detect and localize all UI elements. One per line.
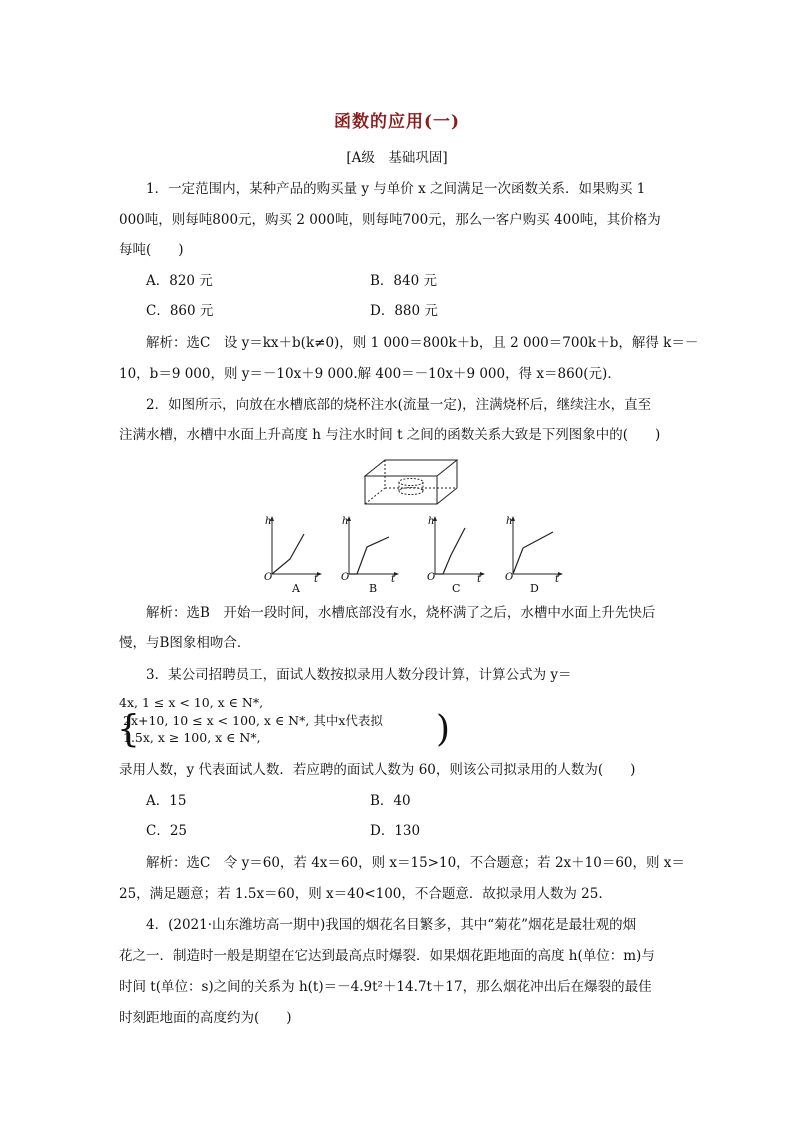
q3-option-b: B．40: [370, 793, 411, 809]
graph-d-label: D: [530, 582, 539, 595]
piecewise-brace-right: ): [436, 709, 451, 750]
graph-b: [339, 512, 399, 582]
q2-solution-2: 慢，与B图象相吻合．: [119, 635, 251, 651]
q1-line-3: 每吨( ): [119, 242, 184, 258]
graph-d-t-label: t: [555, 574, 560, 582]
q1-option-c: C．860 元: [146, 303, 214, 319]
q1-line-2: 000吨，则每吨800元，购买 2 000吨，则每吨700元，那么一客户购买 400吨，其价格为: [119, 212, 661, 228]
graph-d-h-label: h: [506, 516, 513, 527]
graph-b-origin-label: O: [341, 572, 350, 582]
graph-c-t-label: t: [477, 574, 482, 582]
graph-d: [503, 512, 563, 582]
q3-solution-1: 解析：选C 令 y＝60，若 4x＝60，则 x＝15>10，不合题意；若 2x＋10＝60，则 x＝: [146, 855, 685, 871]
piecewise-brace: {: [117, 707, 140, 751]
q3-option-c: C．25: [146, 823, 188, 839]
graph-a-origin-label: O: [264, 572, 273, 582]
q3-line-1: 3．某公司招聘员工，面试人数按拟录用人数分段计算，计算公式为 y＝: [146, 667, 572, 683]
q1-solution-2: 10，b＝9 000，则 y＝－10x＋9 000.解 400＝－10x＋9 000，得 x＝860(元)．: [119, 366, 621, 382]
graph-c-origin-label: O: [427, 572, 436, 582]
q2-line-1: 2．如图所示，向放在水槽底部的烧杯注水(流量一定)，注满烧杯后，继续注水，直至: [146, 397, 652, 413]
q3-piece-3: 1.5x, x ≥ 100, x ∈ N*,: [123, 730, 261, 745]
q1-option-d: D．880 元: [370, 303, 438, 319]
water-tank-figure: [360, 458, 460, 508]
graph-a-label: A: [292, 582, 300, 595]
q2-line-2: 注满水槽，水槽中水面上升高度 h 与注水时间 t 之间的函数关系大致是下列图象中的( ): [119, 427, 661, 443]
q3-piece-2: 2x+10, 10 ≤ x < 100, x ∈ N*, 其中x代表拟: [123, 713, 383, 728]
graph-c-label: C: [452, 582, 461, 595]
q1-line-1: 1．一定范围内，某种产品的购买量 y 与单价 x 之间满足一次函数关系．如果购买 1: [146, 181, 646, 197]
q4-line-4: 时刻距地面的高度约为( ): [119, 1010, 292, 1026]
q3-piece-1: 4x, 1 ≤ x < 10, x ∈ N*,: [119, 695, 264, 710]
graph-c-h-label: h: [428, 516, 435, 527]
graph-d-origin-label: O: [505, 572, 514, 582]
q1-option-b: B．840 元: [370, 273, 437, 289]
q4-line-3: 时间 t(单位：s)之间的关系为 h(t)＝－4.9t²＋14.7t＋17，那么烟花冲出后在爆裂的最佳: [119, 979, 652, 995]
q1-option-a: A．820 元: [146, 273, 213, 289]
q3-option-a: A．15: [146, 793, 187, 809]
graph-a: [262, 512, 322, 582]
graph-b-h-label: h: [342, 516, 349, 527]
page-title: 函数的应用(一): [333, 112, 461, 132]
q4-line-2: 花之一．制造时一般是期望在它达到最高点时爆裂．如果烟花距地面的高度 h(单位：m)与: [119, 948, 655, 964]
q3-solution-2: 25，满足题意；若 1.5x＝60，则 x＝40<100，不合题意．故拟录用人数为 25.: [119, 886, 603, 902]
q4-line-1: 4．(2021·山东潍坊高一期中)我国的烟花名目繁多，其中“菊花”烟花是最壮观的烟: [146, 917, 637, 933]
q2-solution-1: 解析：选B 开始一段时间，水槽底部没有水，烧杯满了之后，水槽中水面上升先快后: [146, 605, 656, 621]
graph-b-label: B: [369, 582, 378, 595]
graph-b-t-label: t: [391, 574, 396, 582]
graph-c: [425, 512, 485, 582]
q3-line-after: 录用人数，y 代表面试人数．若应聘的面试人数为 60，则该公司拟录用的人数为( ): [119, 762, 636, 778]
graph-a-t-label: t: [314, 574, 319, 582]
q1-solution-1: 解析：选C 设 y＝kx＋b(k≠0)，则 1 000＝800k＋b，且 2 000＝700k＋b，解得 k＝－: [146, 335, 699, 351]
graph-a-h-label: h: [265, 516, 272, 527]
q3-option-d: D．130: [370, 823, 421, 839]
level-heading: [A级 基础巩固]: [346, 150, 448, 166]
